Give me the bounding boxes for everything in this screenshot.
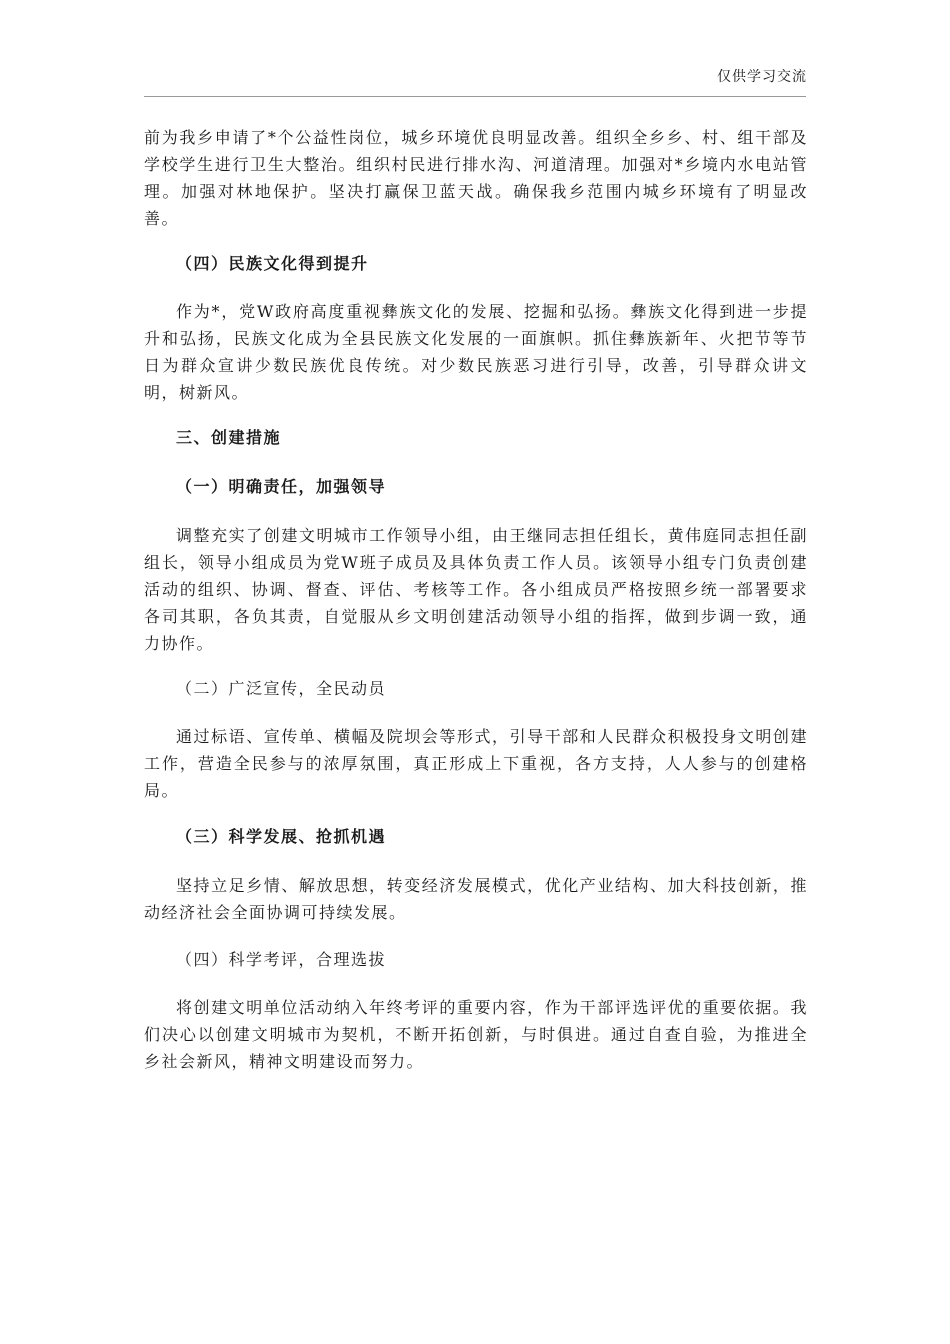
paragraph-development: 坚持立足乡情、解放思想，转变经济发展模式，优化产业结构、加大科技创新，推动经济社会全面协调可持续发展。 [144, 876, 808, 922]
paragraph-publicity: 通过标语、宣传单、横幅及院坝会等形式，引导干部和人民群众积极投身文明创建工作，营造全民参与的浓厚氛围，真正形成上下重视，各方支持，人人参与的创建格局。 [144, 727, 808, 800]
paragraph-evaluation: 将创建文明单位活动纳入年终考评的重要内容，作为干部评选评优的重要依据。我们决心以创建文明城市为契机，不断开拓创新，与时俱进。通过自查自验，为推进全乡社会新风，精神文明建设而努力。 [144, 998, 808, 1071]
paragraph-ethnic-culture: 作为*，党W政府高度重视彝族文化的发展、挖掘和弘扬。彝族文化得到进一步提升和弘扬，民族文化成为全县民族文化发展的一面旗帜。抓住彝族新年、火把节等节日为群众宣讲少数民族优良传统。对少数民族恶习进行引导，改善，引导群众讲文明，树新风。 [144, 302, 808, 402]
section-heading-measures: 三、创建措施 [176, 428, 282, 447]
section-heading-development: （三）科学发展、抢抓机遇 [176, 827, 387, 846]
section-heading-publicity: （二）广泛宣传，全民动员 [176, 679, 387, 698]
section-heading-evaluation: （四）科学考评，合理选拔 [176, 950, 387, 969]
section-heading-responsibility: （一）明确责任，加强领导 [176, 477, 387, 496]
section-heading-ethnic-culture: （四）民族文化得到提升 [176, 254, 369, 273]
header-rule [144, 96, 806, 97]
header-note: 仅供学习交流 [717, 69, 807, 85]
paragraph-environment: 前为我乡申请了*个公益性岗位，城乡环境优良明显改善。组织全乡乡、村、组干部及学校学生进行卫生大整治。组织村民进行排水沟、河道清理。加强对*乡境内水电站管理。加强对林地保护。坚决打赢保卫蓝天战。确保我乡范围内城乡环境有了明显改善。 [144, 128, 808, 228]
paragraph-responsibility: 调整充实了创建文明城市工作领导小组，由王继同志担任组长，黄伟庭同志担任副组长，领导小组成员为党W班子成员及具体负责工作人员。该领导小组专门负责创建活动的组织、协调、督查、评估、考核等工作。各小组成员严格按照乡统一部署要求各司其职，各负其责，自觉服从乡文明创建活动领导小组的指挥，做到步调一致，通力协作。 [144, 526, 808, 653]
